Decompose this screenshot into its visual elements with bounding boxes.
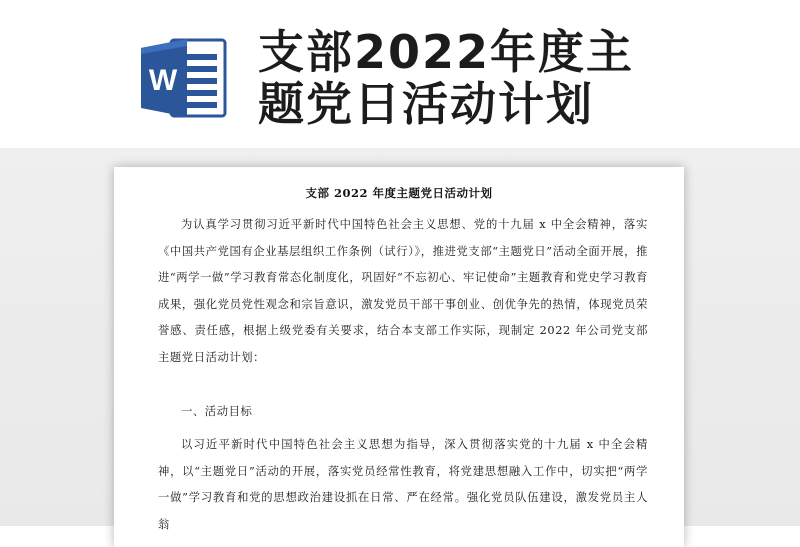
page-title [258, 26, 778, 130]
paragraph-intro: 为认真学习贯彻习近平新时代中国特色社会主义思想、党的十九届 x 中全会精神，落实《中国共产党国有企业基层组织工作条例（试行）》，推进党支部“主题党日”活动全面开展，推进“两学一做”学习教育常态化制度化，巩固好“不忘初心、牢记使命”主题教育和党史学习教育成果，强化党员党性观念和宗旨意识，激发党员干部干事创业、创优争先的热情，体现党员荣誉感、责任感，根据上级党委有关要求，结合本支部工作实际，现制定 2022 年公司党支部主题党日活动计划： [158, 218, 648, 364]
banner [0, 0, 800, 150]
svg-text:W: W [148, 64, 178, 97]
title-line-2: 题党日活动计划 [258, 77, 594, 131]
section-title-goals: 一、活动目标 [181, 405, 253, 418]
document-page [114, 167, 684, 547]
word-document-icon [141, 36, 227, 120]
document-heading: 支部 2022 年度主题党日活动计划 [305, 186, 493, 200]
paragraph-goals: 以习近平新时代中国特色社会主义思想为指导，深入贯彻落实党的十九届 x 中全会精神，以“主题党日”活动的开展，落实党员经常性教育，将党建思想融入工作中，切实把“两学一做”学习教育和党的思想政治建设抓在日常、严在经常。强化党员队伍建设，激发党员主人翁 [158, 438, 648, 531]
title-line-1: 支部2022年度主 [258, 25, 635, 79]
